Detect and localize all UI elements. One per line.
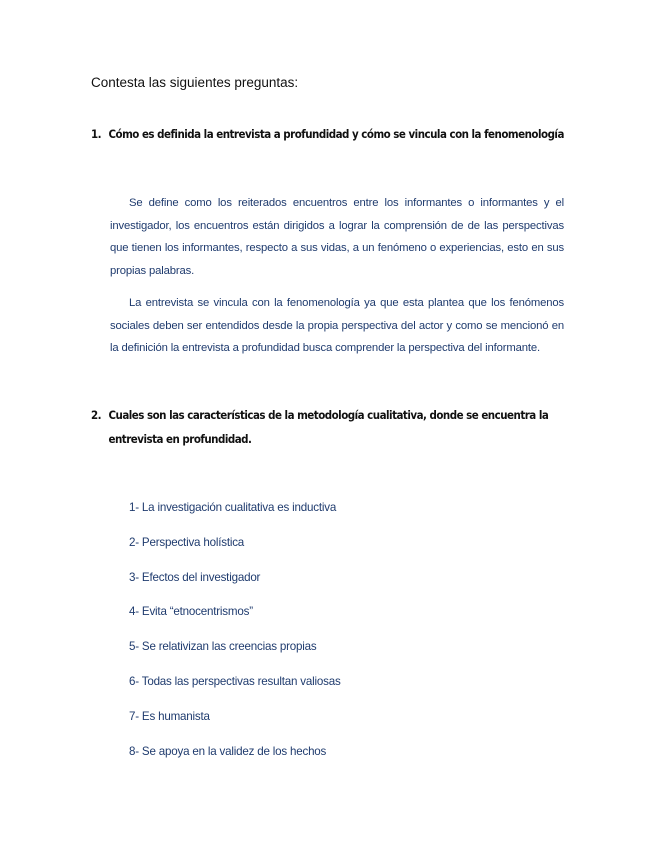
answer-1-paragraph-1-text: Se define como los reiterados encuentros entre los informantes o informantes y el investigador, los encuentros están dirigidos a lograr la comprensión de de las perspectivas que tienen los informantes, respecto a sus vidas, a un fenómeno o experiencias, esto en sus propias palabras.: [110, 197, 564, 277]
list-item: 5- Se relativizan las creencias propias: [129, 640, 317, 654]
question-2: [91, 404, 569, 452]
answer-1-paragraph-1: [110, 192, 564, 282]
list-item: 7- Es humanista: [129, 709, 210, 723]
list-item: 4- Evita “etnocentrismos”: [129, 605, 253, 619]
question-2-number: 2.: [91, 409, 102, 422]
question-1-text: Cómo es definida la entrevista a profundidad y cómo se vincula con la fenomenología: [108, 128, 564, 141]
characteristics-list: [129, 497, 341, 775]
list-item: 6- Todas las perspectivas resultan valiosas: [129, 674, 341, 688]
list-item: 3- Efectos del investigador: [129, 570, 261, 584]
question-1: [91, 123, 569, 147]
list-item: 8- Se apoya en la validez de los hechos: [129, 744, 327, 758]
question-2-line-2: entrevista en profundidad.: [108, 433, 252, 446]
answer-1-paragraph-2: [110, 292, 564, 360]
question-1-number: 1.: [91, 128, 102, 141]
intro-text: Contesta las siguientes preguntas:: [91, 75, 299, 90]
answer-1-paragraph-2-text: La entrevista se vincula con la fenomenología ya que esta plantea que los fenómenos sociales deben ser entendidos desde la propia perspectiva del actor y como se mencionó en la definición la entrevista a profundidad busca comprender la perspectiva del informante.: [110, 297, 564, 354]
question-2-line-1: Cuales son las características de la metodología cualitativa, donde se encuentra la: [108, 409, 549, 422]
list-item: 2- Perspectiva holística: [129, 535, 245, 549]
list-item: 1- La investigación cualitativa es inductiva: [129, 501, 337, 514]
